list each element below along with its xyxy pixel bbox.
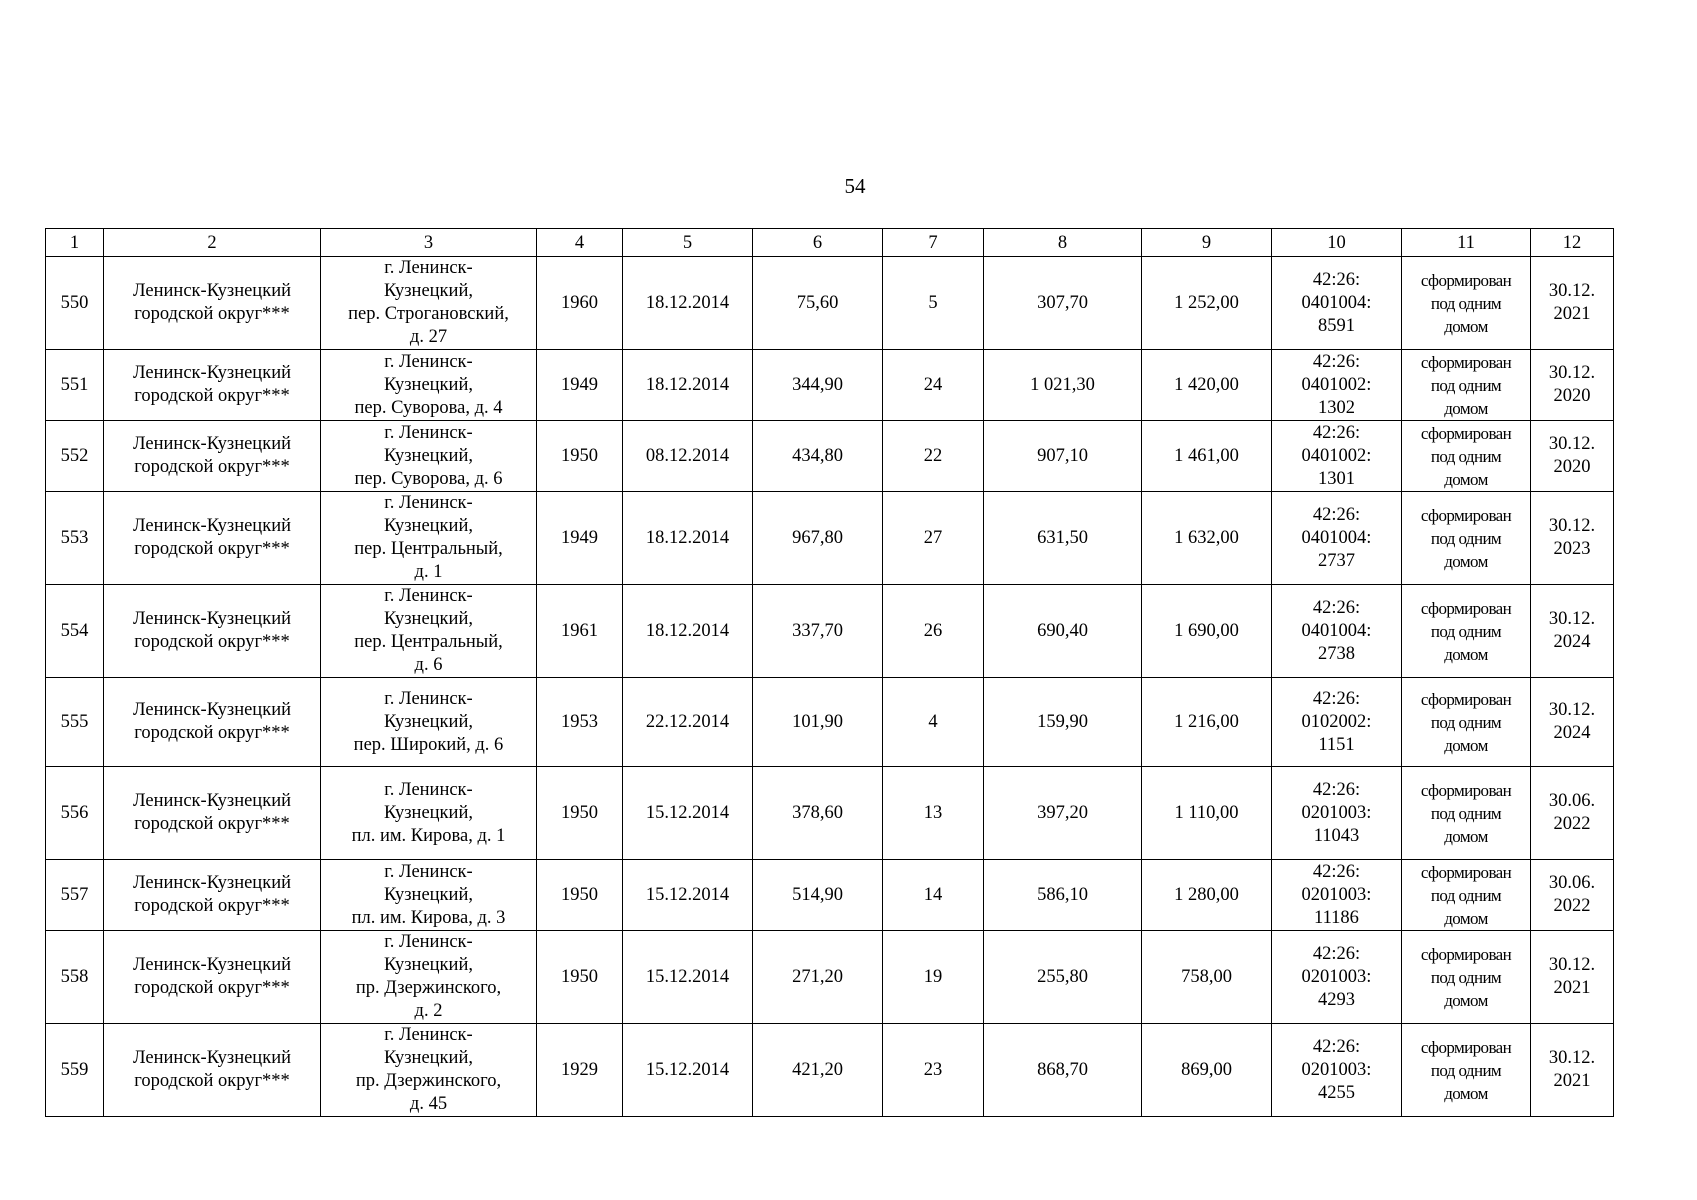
table-row [46, 931, 1614, 1024]
area-cell: 255,80 [984, 931, 1142, 1024]
area-cell: 631,50 [984, 492, 1142, 585]
area-cell: 758,00 [1142, 931, 1272, 1024]
count-cell: 19 [883, 931, 984, 1024]
date-cell: 22.12.2014 [623, 678, 753, 767]
row-number-cell: 559 [46, 1024, 104, 1117]
area-cell: 397,20 [984, 767, 1142, 860]
count-cell: 24 [883, 350, 984, 421]
municipality-cell: Ленинск-Кузнецкий городской округ*** [104, 421, 321, 492]
table-row [46, 678, 1614, 767]
count-cell: 5 [883, 257, 984, 350]
table-row [46, 257, 1614, 350]
count-cell: 23 [883, 1024, 984, 1117]
year-cell: 1949 [537, 492, 623, 585]
status-cell: сформирован под одним домом [1402, 492, 1531, 585]
table-row [46, 585, 1614, 678]
count-cell: 13 [883, 767, 984, 860]
deadline-cell: 30.12. 2024 [1531, 585, 1614, 678]
table-row [46, 767, 1614, 860]
count-cell: 4 [883, 678, 984, 767]
row-number-cell: 557 [46, 860, 104, 931]
status-cell: сформирован под одним домом [1402, 421, 1531, 492]
cadastral-number-cell: 42:26: 0401002: 1301 [1272, 421, 1402, 492]
address-cell: г. Ленинск- Кузнецкий, пр. Дзержинского, д. 2 [321, 931, 537, 1024]
cadastral-number-cell: 42:26: 0401004: 8591 [1272, 257, 1402, 350]
status-cell: сформирован под одним домом [1402, 585, 1531, 678]
municipality-cell: Ленинск-Кузнецкий городской округ*** [104, 767, 321, 860]
date-cell: 18.12.2014 [623, 492, 753, 585]
year-cell: 1949 [537, 350, 623, 421]
column-number: 10 [1272, 229, 1402, 257]
area-cell: 1 252,00 [1142, 257, 1272, 350]
municipality-cell: Ленинск-Кузнецкий городской округ*** [104, 678, 321, 767]
municipality-cell: Ленинск-Кузнецкий городской округ*** [104, 350, 321, 421]
area-cell: 1 216,00 [1142, 678, 1272, 767]
row-number-cell: 556 [46, 767, 104, 860]
cadastral-number-cell: 42:26: 0201003: 11043 [1272, 767, 1402, 860]
deadline-cell: 30.12. 2021 [1531, 257, 1614, 350]
cadastral-number-cell: 42:26: 0201003: 4255 [1272, 1024, 1402, 1117]
area-cell: 1 280,00 [1142, 860, 1272, 931]
table-row [46, 492, 1614, 585]
municipality-cell: Ленинск-Кузнецкий городской округ*** [104, 1024, 321, 1117]
deadline-cell: 30.12. 2021 [1531, 1024, 1614, 1117]
cadastral-number-cell: 42:26: 0102002: 1151 [1272, 678, 1402, 767]
row-number-cell: 550 [46, 257, 104, 350]
area-cell: 337,70 [753, 585, 883, 678]
date-cell: 15.12.2014 [623, 931, 753, 1024]
column-number: 9 [1142, 229, 1272, 257]
address-cell: г. Ленинск- Кузнецкий, пер. Центральный, д. 1 [321, 492, 537, 585]
area-cell: 1 420,00 [1142, 350, 1272, 421]
column-number-row [46, 229, 1614, 257]
status-cell: сформирован под одним домом [1402, 860, 1531, 931]
deadline-cell: 30.12. 2021 [1531, 931, 1614, 1024]
cadastral-number-cell: 42:26: 0201003: 11186 [1272, 860, 1402, 931]
date-cell: 15.12.2014 [623, 860, 753, 931]
housing-registry-table [45, 228, 1614, 1117]
area-cell: 307,70 [984, 257, 1142, 350]
date-cell: 18.12.2014 [623, 257, 753, 350]
deadline-cell: 30.12. 2024 [1531, 678, 1614, 767]
area-cell: 75,60 [753, 257, 883, 350]
municipality-cell: Ленинск-Кузнецкий городской округ*** [104, 860, 321, 931]
deadline-cell: 30.06. 2022 [1531, 767, 1614, 860]
status-cell: сформирован под одним домом [1402, 678, 1531, 767]
row-number-cell: 555 [46, 678, 104, 767]
municipality-cell: Ленинск-Кузнецкий городской округ*** [104, 257, 321, 350]
date-cell: 15.12.2014 [623, 1024, 753, 1117]
page-number: 54 [844, 174, 866, 198]
cadastral-number-cell: 42:26: 0201003: 4293 [1272, 931, 1402, 1024]
area-cell: 1 461,00 [1142, 421, 1272, 492]
column-number: 1 [46, 229, 104, 257]
municipality-cell: Ленинск-Кузнецкий городской округ*** [104, 931, 321, 1024]
address-cell: г. Ленинск- Кузнецкий, пл. им. Кирова, д. 3 [321, 860, 537, 931]
status-cell: сформирован под одним домом [1402, 1024, 1531, 1117]
area-cell: 907,10 [984, 421, 1142, 492]
column-number: 6 [753, 229, 883, 257]
cadastral-number-cell: 42:26: 0401004: 2738 [1272, 585, 1402, 678]
year-cell: 1950 [537, 421, 623, 492]
area-cell: 101,90 [753, 678, 883, 767]
cadastral-number-cell: 42:26: 0401004: 2737 [1272, 492, 1402, 585]
column-number: 3 [321, 229, 537, 257]
address-cell: г. Ленинск- Кузнецкий, пер. Строгановский, д. 27 [321, 257, 537, 350]
column-number: 8 [984, 229, 1142, 257]
row-number-cell: 558 [46, 931, 104, 1024]
date-cell: 15.12.2014 [623, 767, 753, 860]
row-number-cell: 554 [46, 585, 104, 678]
area-cell: 514,90 [753, 860, 883, 931]
deadline-cell: 30.12. 2023 [1531, 492, 1614, 585]
count-cell: 27 [883, 492, 984, 585]
column-number: 11 [1402, 229, 1531, 257]
count-cell: 22 [883, 421, 984, 492]
area-cell: 344,90 [753, 350, 883, 421]
year-cell: 1960 [537, 257, 623, 350]
area-cell: 1 632,00 [1142, 492, 1272, 585]
status-cell: сформирован под одним домом [1402, 931, 1531, 1024]
status-cell: сформирован под одним домом [1402, 767, 1531, 860]
column-number: 2 [104, 229, 321, 257]
cadastral-number-cell: 42:26: 0401002: 1302 [1272, 350, 1402, 421]
municipality-cell: Ленинск-Кузнецкий городской округ*** [104, 585, 321, 678]
area-cell: 1 021,30 [984, 350, 1142, 421]
table-row [46, 350, 1614, 421]
address-cell: г. Ленинск- Кузнецкий, пер. Широкий, д. 6 [321, 678, 537, 767]
area-cell: 1 110,00 [1142, 767, 1272, 860]
year-cell: 1961 [537, 585, 623, 678]
row-number-cell: 553 [46, 492, 104, 585]
area-cell: 434,80 [753, 421, 883, 492]
area-cell: 159,90 [984, 678, 1142, 767]
address-cell: г. Ленинск- Кузнецкий, пер. Центральный, д. 6 [321, 585, 537, 678]
table-row [46, 860, 1614, 931]
year-cell: 1950 [537, 931, 623, 1024]
area-cell: 378,60 [753, 767, 883, 860]
year-cell: 1953 [537, 678, 623, 767]
year-cell: 1950 [537, 767, 623, 860]
table-row [46, 1024, 1614, 1117]
date-cell: 18.12.2014 [623, 585, 753, 678]
address-cell: г. Ленинск- Кузнецкий, пер. Суворова, д. 6 [321, 421, 537, 492]
area-cell: 690,40 [984, 585, 1142, 678]
deadline-cell: 30.12. 2020 [1531, 350, 1614, 421]
table-row [46, 421, 1614, 492]
municipality-cell: Ленинск-Кузнецкий городской округ*** [104, 492, 321, 585]
deadline-cell: 30.06. 2022 [1531, 860, 1614, 931]
address-cell: г. Ленинск- Кузнецкий, пер. Суворова, д. 4 [321, 350, 537, 421]
column-number: 7 [883, 229, 984, 257]
area-cell: 271,20 [753, 931, 883, 1024]
area-cell: 967,80 [753, 492, 883, 585]
deadline-cell: 30.12. 2020 [1531, 421, 1614, 492]
area-cell: 421,20 [753, 1024, 883, 1117]
address-cell: г. Ленинск- Кузнецкий, пр. Дзержинского, д. 45 [321, 1024, 537, 1117]
column-number: 12 [1531, 229, 1614, 257]
address-cell: г. Ленинск- Кузнецкий, пл. им. Кирова, д. 1 [321, 767, 537, 860]
row-number-cell: 551 [46, 350, 104, 421]
date-cell: 18.12.2014 [623, 350, 753, 421]
area-cell: 586,10 [984, 860, 1142, 931]
year-cell: 1950 [537, 860, 623, 931]
status-cell: сформирован под одним домом [1402, 350, 1531, 421]
area-cell: 869,00 [1142, 1024, 1272, 1117]
count-cell: 26 [883, 585, 984, 678]
status-cell: сформирован под одним домом [1402, 257, 1531, 350]
date-cell: 08.12.2014 [623, 421, 753, 492]
row-number-cell: 552 [46, 421, 104, 492]
year-cell: 1929 [537, 1024, 623, 1117]
area-cell: 1 690,00 [1142, 585, 1272, 678]
column-number: 4 [537, 229, 623, 257]
count-cell: 14 [883, 860, 984, 931]
area-cell: 868,70 [984, 1024, 1142, 1117]
column-number: 5 [623, 229, 753, 257]
